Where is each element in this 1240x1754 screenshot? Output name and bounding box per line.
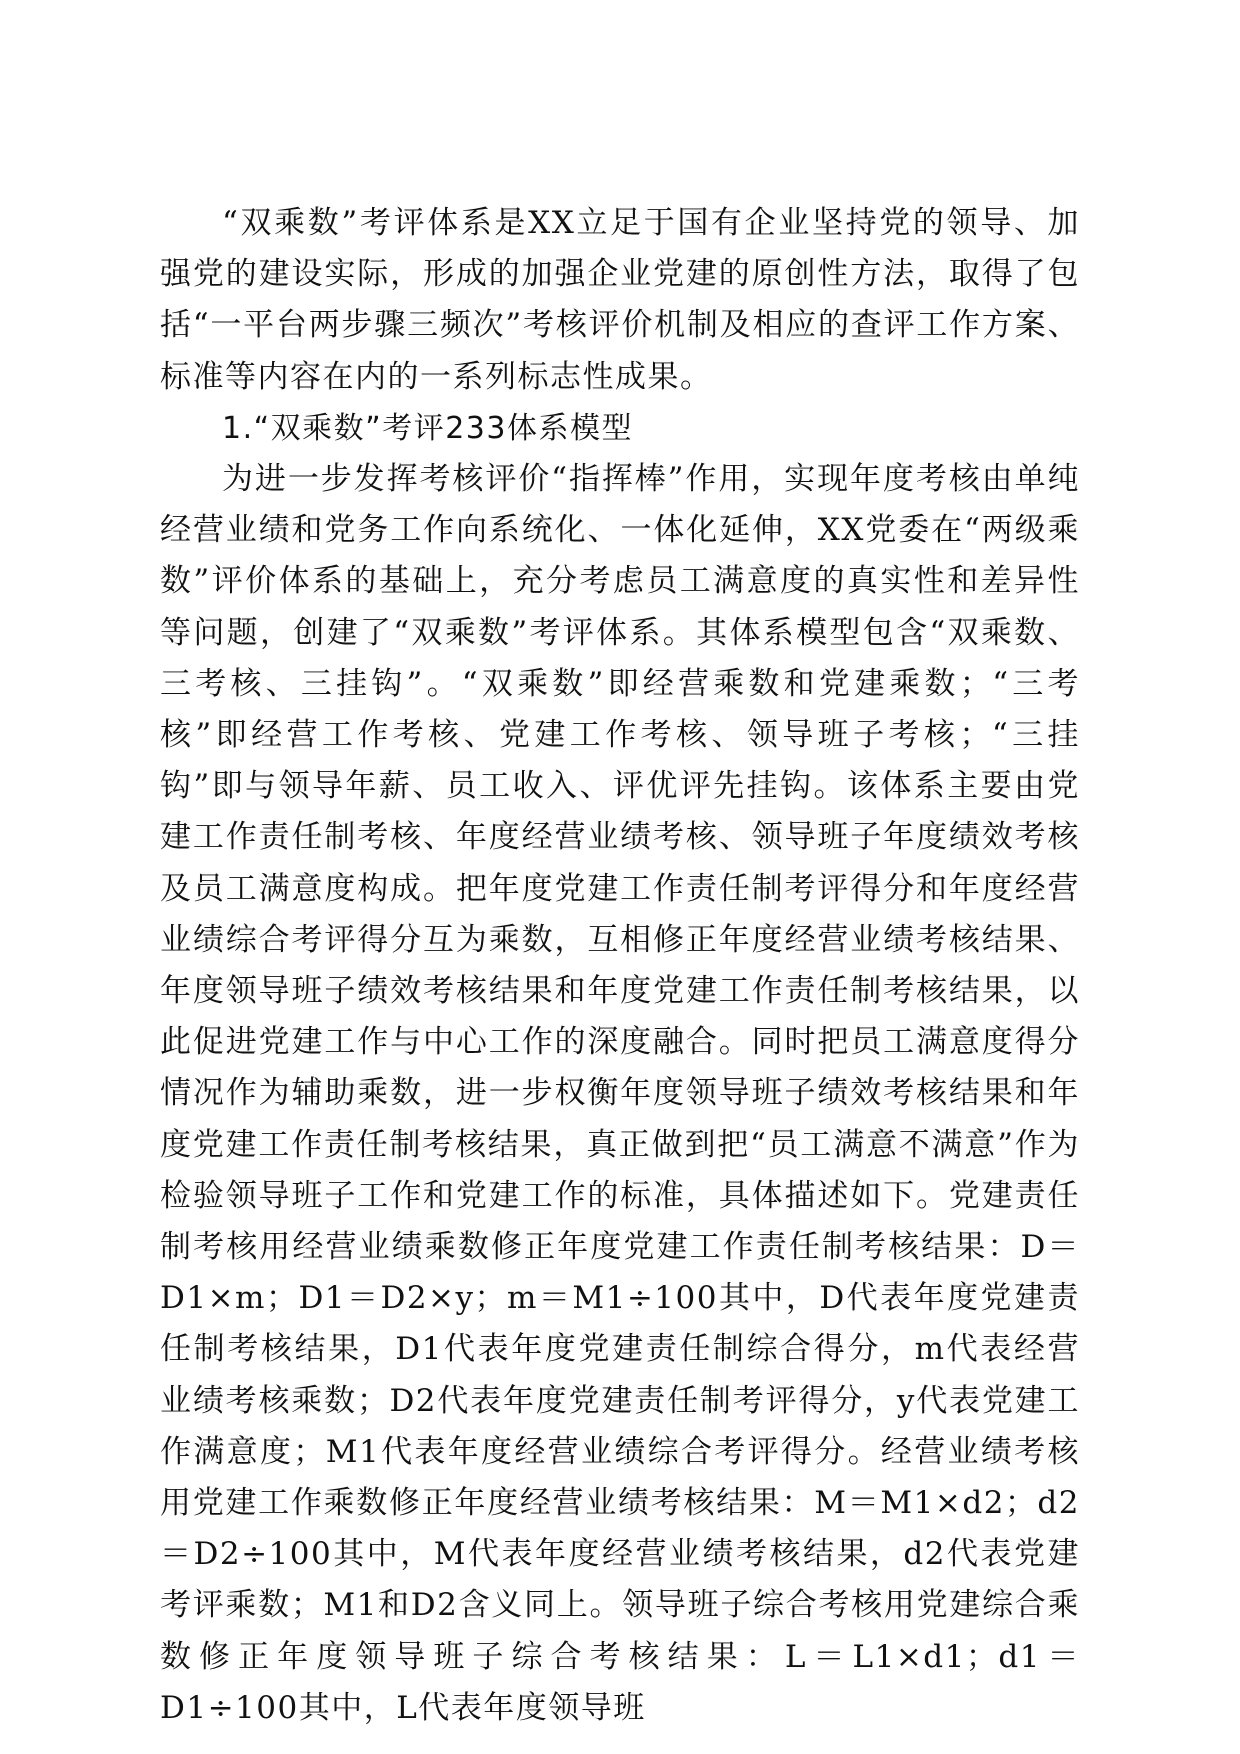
- section-heading: 1.“双乘数”考评233体系模型: [222, 410, 633, 446]
- intro-paragraph: “双乘数”考评体系是XX立足于国有企业坚持党的领导、加强党的建设实际，形成的加强企业党建的原创性方法，取得了包括“一平台两步骤三频次”考核评价机制及相应的查评工作方案、标准等内容在内的一系列标志性成果。: [160, 205, 1080, 395]
- document-body: [160, 198, 1080, 1734]
- section-paragraph: 为进一步发挥考核评价“指挥棒”作用，实现年度考核由单纯经营业绩和党务工作向系统化、一体化延伸，XX党委在“两级乘数”评价体系的基础上，充分考虑员工满意度的真实性和差异性等问题，创建了“双乘数”考评体系。其体系模型包含“双乘数、三考核、三挂钩”。“双乘数”即经营乘数和党建乘数；“三考核”即经营工作考核、党建工作考核、领导班子考核；“三挂钩”即与领导年薪、员工收入、评优评先挂钩。该体系主要由党建工作责任制考核、年度经营业绩考核、领导班子年度绩效考核及员工满意度构成。把年度党建工作责任制考评得分和年度经营业绩综合考评得分互为乘数，互相修正年度经营业绩考核结果、年度领导班子绩效考核结果和年度党建工作责任制考核结果，以此促进党建工作与中心工作的深度融合。同时把员工满意度得分情况作为辅助乘数，进一步权衡年度领导班子绩效考核结果和年度党建工作责任制考核结果，真正做到把“员工满意不满意”作为检验领导班子工作和党建工作的标准，具体描述如下。党建责任制考核用经营业绩乘数修正年度党建工作责任制考核结果：D＝D1×m；D1＝D2×y；m＝M1÷100其中，D代表年度党建责任制考核结果，D1代表年度党建责任制综合得分，m代表经营业绩考核乘数；D2代表年度党建责任制考评得分，y代表党建工作满意度；M1代表年度经营业绩综合考评得分。经营业绩考核用党建工作乘数修正年度经营业绩考核结果：M＝M1×d2；d2＝D2÷100其中，M代表年度经营业绩考核结果，d2代表党建考评乘数；M1和D2含义同上。领导班子综合考核用党建综合乘数修正年度领导班子综合考核结果：L＝L1×d1；d1＝D1÷100其中，L代表年度领导班: [160, 461, 1080, 1726]
